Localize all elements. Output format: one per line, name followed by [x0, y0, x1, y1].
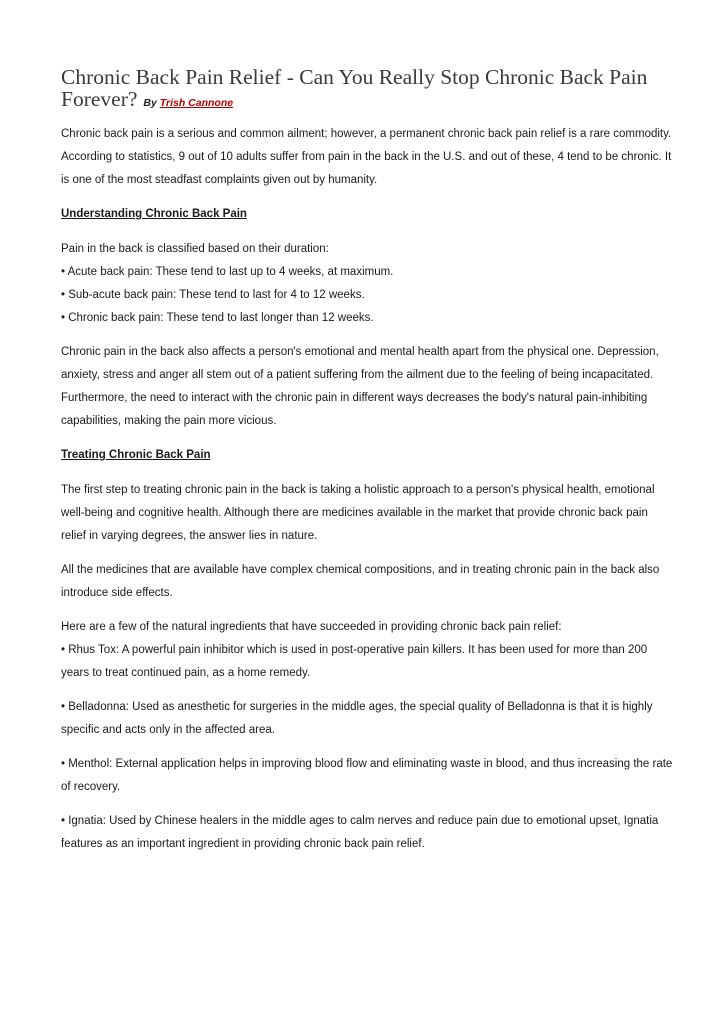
document-page — [61, 66, 673, 856]
section-heading-understanding: Understanding Chronic Back Pain — [61, 208, 247, 220]
byline-prefix: By — [143, 97, 157, 109]
intro-paragraph: Chronic back pain is a serious and common ailment; however, a permanent chronic back pain relief is a rare commodity. According to statistics, 9 out of 10 adults suffer from pain in the back in the U.S. and out of these, 4 tend to be chronic. It is one of the most steadfast complaints given out by humanity. — [61, 128, 672, 186]
author-link[interactable]: Trish Cannone — [159, 97, 234, 109]
section2-paragraph-1: The first step to treating chronic pain in the back is taking a holistic approach to a person's physical health, emotional well-being and cognitive health. Although there are medicines available in the market that provide chronic back pain relief in varying degrees, the answer lies in nature. — [61, 484, 655, 542]
list-item-menthol: • Menthol: External application helps in improving blood flow and eliminating waste in blood, and thus increasing the rate of recovery. — [61, 758, 673, 793]
bullet-chronic: • Chronic back pain: These tend to last longer than 12 weeks. — [61, 312, 374, 324]
list-item-rhus-tox: • Rhus Tox: A powerful pain inhibitor which is used in post-operative pain killers. It has been used for more than 200 years to treat continued pain, as a home remedy. — [61, 644, 648, 679]
article-title-text: Chronic Back Pain Relief - Can You Really Stop Chronic Back Pain Forever? — [61, 65, 648, 111]
section2-paragraph-3: Here are a few of the natural ingredients that have succeeded in providing chronic back pain relief: — [61, 621, 562, 633]
list-item-ignatia: • Ignatia: Used by Chinese healers in the middle ages to calm nerves and reduce pain due to emotional upset, Ignatia features as an important ingredient in providing chronic back pain relief. — [61, 815, 659, 850]
section2-paragraph-2: All the medicines that are available have complex chemical compositions, and in treating chronic pain in the back also introduce side effects. — [61, 564, 660, 599]
section1-lead: Pain in the back is classified based on their duration: — [61, 243, 329, 255]
section1-paragraph: Chronic pain in the back also affects a person's emotional and mental health apart from the physical one. Depression, anxiety, stress and anger all stem out of a patient suffering from the ailment due to the feeling of being incapacitated. Furthermore, the need to interact with the chronic pain in different ways decreases the body's natural pain-inhibiting capabilities, making the pain more vicious. — [61, 346, 659, 427]
byline — [143, 97, 233, 109]
bullet-acute: • Acute back pain: These tend to last up to 4 weeks, at maximum. — [61, 266, 394, 278]
article-title — [61, 66, 673, 114]
list-item-belladonna: • Belladonna: Used as anesthetic for surgeries in the middle ages, the special quality of Belladonna is that it is highly specific and acts only in the affected area. — [61, 701, 653, 736]
bullet-subacute: • Sub-acute back pain: These tend to last for 4 to 12 weeks. — [61, 289, 365, 301]
section-heading-treating: Treating Chronic Back Pain — [61, 449, 211, 461]
